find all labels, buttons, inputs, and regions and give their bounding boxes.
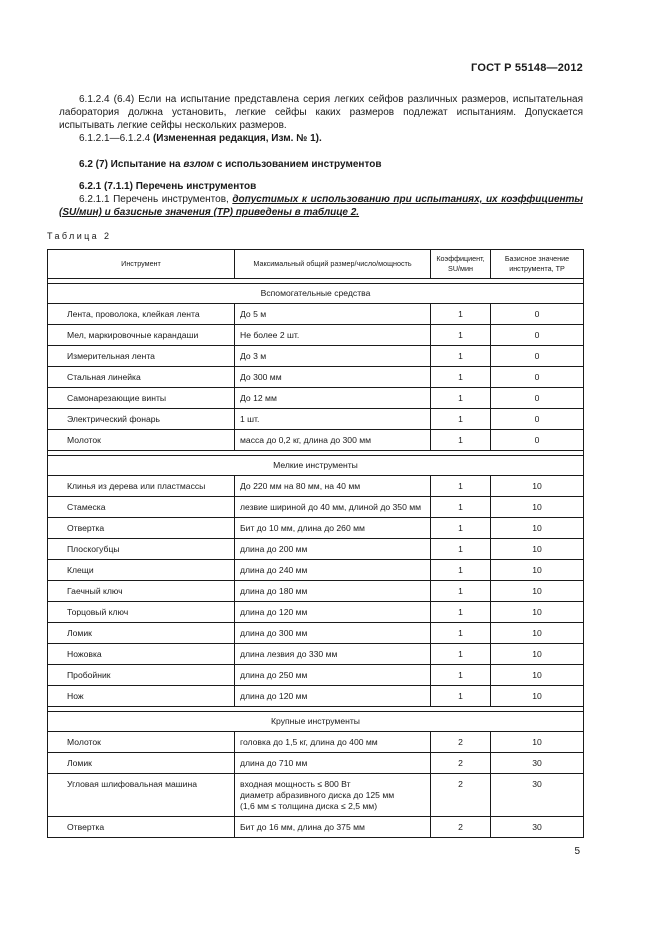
cell-base: 10: [491, 539, 584, 560]
cell-coef: 1: [431, 560, 491, 581]
table-row: [48, 817, 584, 838]
cell-tool: Угловая шлифовальная машина: [48, 774, 235, 817]
table-row: [48, 497, 584, 518]
cell-max: длина до 250 мм: [235, 665, 431, 686]
cell-max: До 5 м: [235, 304, 431, 325]
cell-base: 0: [491, 430, 584, 451]
cell-max: длина до 120 мм: [235, 686, 431, 707]
table-row: [48, 732, 584, 753]
table-section-row: [48, 712, 584, 732]
table-row: [48, 325, 584, 346]
cell-base: 0: [491, 325, 584, 346]
table-row: [48, 560, 584, 581]
section-title: Крупные инструменты: [48, 712, 584, 732]
cell-max: длина до 240 мм: [235, 560, 431, 581]
cell-base: 30: [491, 774, 584, 817]
cell-coef: 1: [431, 476, 491, 497]
cell-coef: 2: [431, 732, 491, 753]
cell-coef: 1: [431, 644, 491, 665]
cell-coef: 1: [431, 346, 491, 367]
cell-tool: Клещи: [48, 560, 235, 581]
cell-max: Бит до 10 мм, длина до 260 мм: [235, 518, 431, 539]
cell-base: 30: [491, 817, 584, 838]
cell-max: длина до 300 мм: [235, 623, 431, 644]
table-header-row: [48, 250, 584, 279]
heading-prefix: 6.2 (7) Испытание на: [79, 159, 184, 170]
cell-coef: 1: [431, 539, 491, 560]
cell-tool: Стамеска: [48, 497, 235, 518]
paragraph-6-1-2-4: 6.1.2.4 (6.4) Если на испытание представлена серия легких сейфов различных размеров, испытательная лаборатория должна установить, легкие сейфы каких размеров подлежат испытаниям. Допускается испытывать легкие сейфы нескольких размеров.: [59, 94, 583, 131]
cell-coef: 1: [431, 409, 491, 430]
cell-tool: Торцовый ключ: [48, 602, 235, 623]
table-caption: Таблица 2: [47, 231, 112, 241]
cell-tool: Плоскогубцы: [48, 539, 235, 560]
cell-base: 10: [491, 602, 584, 623]
cell-tool: Отвертка: [48, 817, 235, 838]
tools-table: [47, 249, 584, 838]
cell-base: 10: [491, 560, 584, 581]
paragraph-prefix: 6.2.1.1 Перечень инструментов,: [79, 194, 233, 205]
cell-max: Не более 2 шт.: [235, 325, 431, 346]
cell-coef: 1: [431, 388, 491, 409]
section-heading-6-2: [59, 158, 583, 171]
paragraph-6-2-1-1: [59, 193, 583, 219]
table-row: [48, 367, 584, 388]
cell-max: лезвие шириной до 40 мм, длиной до 350 мм: [235, 497, 431, 518]
cell-max: длина до 180 мм: [235, 581, 431, 602]
table-row: [48, 774, 584, 817]
table-row: [48, 644, 584, 665]
page-number: 5: [574, 846, 580, 857]
cell-max: головка до 1,5 кг, длина до 400 мм: [235, 732, 431, 753]
table-row: [48, 623, 584, 644]
cell-base: 10: [491, 623, 584, 644]
section-title: Мелкие инструменты: [48, 456, 584, 476]
cell-tool: Клинья из дерева или пластмассы: [48, 476, 235, 497]
table-body: [48, 279, 584, 838]
cell-base: 0: [491, 346, 584, 367]
table-row: [48, 753, 584, 774]
cell-coef: 1: [431, 665, 491, 686]
cell-base: 30: [491, 753, 584, 774]
header-max: Максимальный общий размер/число/мощность: [235, 250, 431, 279]
cell-coef: 1: [431, 497, 491, 518]
document-code: ГОСТ Р 55148—2012: [471, 62, 583, 74]
cell-base: 10: [491, 665, 584, 686]
cell-max: длина лезвия до 330 мм: [235, 644, 431, 665]
cell-max: длина до 200 мм: [235, 539, 431, 560]
cell-coef: 1: [431, 602, 491, 623]
cell-tool: Лента, проволока, клейкая лента: [48, 304, 235, 325]
cell-base: 10: [491, 476, 584, 497]
section-title: Вспомогательные средства: [48, 284, 584, 304]
cell-tool: Нож: [48, 686, 235, 707]
amendment-note: (Измененная редакция, Изм. № 1).: [152, 133, 322, 144]
cell-tool: Молоток: [48, 732, 235, 753]
cell-coef: 1: [431, 325, 491, 346]
cell-base: 0: [491, 409, 584, 430]
cell-coef: 1: [431, 367, 491, 388]
table-row: [48, 388, 584, 409]
cell-tool: Измерительная лента: [48, 346, 235, 367]
cell-tool: Пробойник: [48, 665, 235, 686]
heading-suffix: с использованием инструментов: [213, 159, 382, 170]
body-text: [59, 93, 583, 219]
cell-base: 0: [491, 388, 584, 409]
table-row: [48, 686, 584, 707]
cell-coef: 1: [431, 623, 491, 644]
cell-tool: Ножовка: [48, 644, 235, 665]
table-row: [48, 304, 584, 325]
cell-max: масса до 0,2 кг, длина до 300 мм: [235, 430, 431, 451]
cell-tool: Отвертка: [48, 518, 235, 539]
cell-max: длина до 710 мм: [235, 753, 431, 774]
table-row: [48, 581, 584, 602]
cell-tool: Гаечный ключ: [48, 581, 235, 602]
cell-coef: 2: [431, 753, 491, 774]
cell-coef: 2: [431, 774, 491, 817]
cell-base: 10: [491, 732, 584, 753]
cell-tool: Ломик: [48, 623, 235, 644]
table-section-row: [48, 456, 584, 476]
table-section-row: [48, 284, 584, 304]
cell-coef: 1: [431, 581, 491, 602]
cell-coef: 1: [431, 686, 491, 707]
cell-base: 10: [491, 581, 584, 602]
header-coef: Коэффициент, SU/мин: [431, 250, 491, 279]
cell-max: До 12 мм: [235, 388, 431, 409]
cell-max: входная мощность ≤ 800 Вт диаметр абразивного диска до 125 мм (1,6 мм ≤ толщина диска ≤ 2,5 мм): [235, 774, 431, 817]
cell-tool: Молоток: [48, 430, 235, 451]
table-row: [48, 539, 584, 560]
cell-max: До 300 мм: [235, 367, 431, 388]
cell-coef: 1: [431, 518, 491, 539]
cell-coef: 1: [431, 304, 491, 325]
cell-tool: Стальная линейка: [48, 367, 235, 388]
header-base: Базисное значение инструмента, TP: [491, 250, 584, 279]
cell-base: 10: [491, 497, 584, 518]
amendment-ref: 6.1.2.1—6.1.2.4: [79, 133, 153, 144]
cell-tool: Самонарезающие винты: [48, 388, 235, 409]
table-row: [48, 346, 584, 367]
subsection-heading-6-2-1: 6.2.1 (7.1.1) Перечень инструментов: [79, 181, 257, 192]
cell-tool: Ломик: [48, 753, 235, 774]
table-row: [48, 430, 584, 451]
cell-base: 0: [491, 304, 584, 325]
heading-italic: взлом: [183, 159, 214, 170]
cell-max: До 3 м: [235, 346, 431, 367]
cell-max: длина до 120 мм: [235, 602, 431, 623]
cell-base: 10: [491, 644, 584, 665]
cell-coef: 2: [431, 817, 491, 838]
cell-max: Бит до 16 мм, длина до 375 мм: [235, 817, 431, 838]
cell-tool: Мел, маркировочные карандаши: [48, 325, 235, 346]
cell-base: 10: [491, 518, 584, 539]
table-row: [48, 518, 584, 539]
cell-tool: Электрический фонарь: [48, 409, 235, 430]
paragraph-amendment: [59, 132, 583, 145]
cell-max: До 220 мм на 80 мм, на 40 мм: [235, 476, 431, 497]
cell-coef: 1: [431, 430, 491, 451]
table-row: [48, 665, 584, 686]
cell-base: 10: [491, 686, 584, 707]
table-row: [48, 476, 584, 497]
header-tool: Инструмент: [48, 250, 235, 279]
cell-max: 1 шт.: [235, 409, 431, 430]
table-row: [48, 602, 584, 623]
cell-base: 0: [491, 367, 584, 388]
table-row: [48, 409, 584, 430]
paragraph-emphasis: допустимых к использованию при испытаниях, их коэффициенты (SU/мин) и базисные значения (TP) приведены в таблице 2.: [59, 194, 583, 218]
